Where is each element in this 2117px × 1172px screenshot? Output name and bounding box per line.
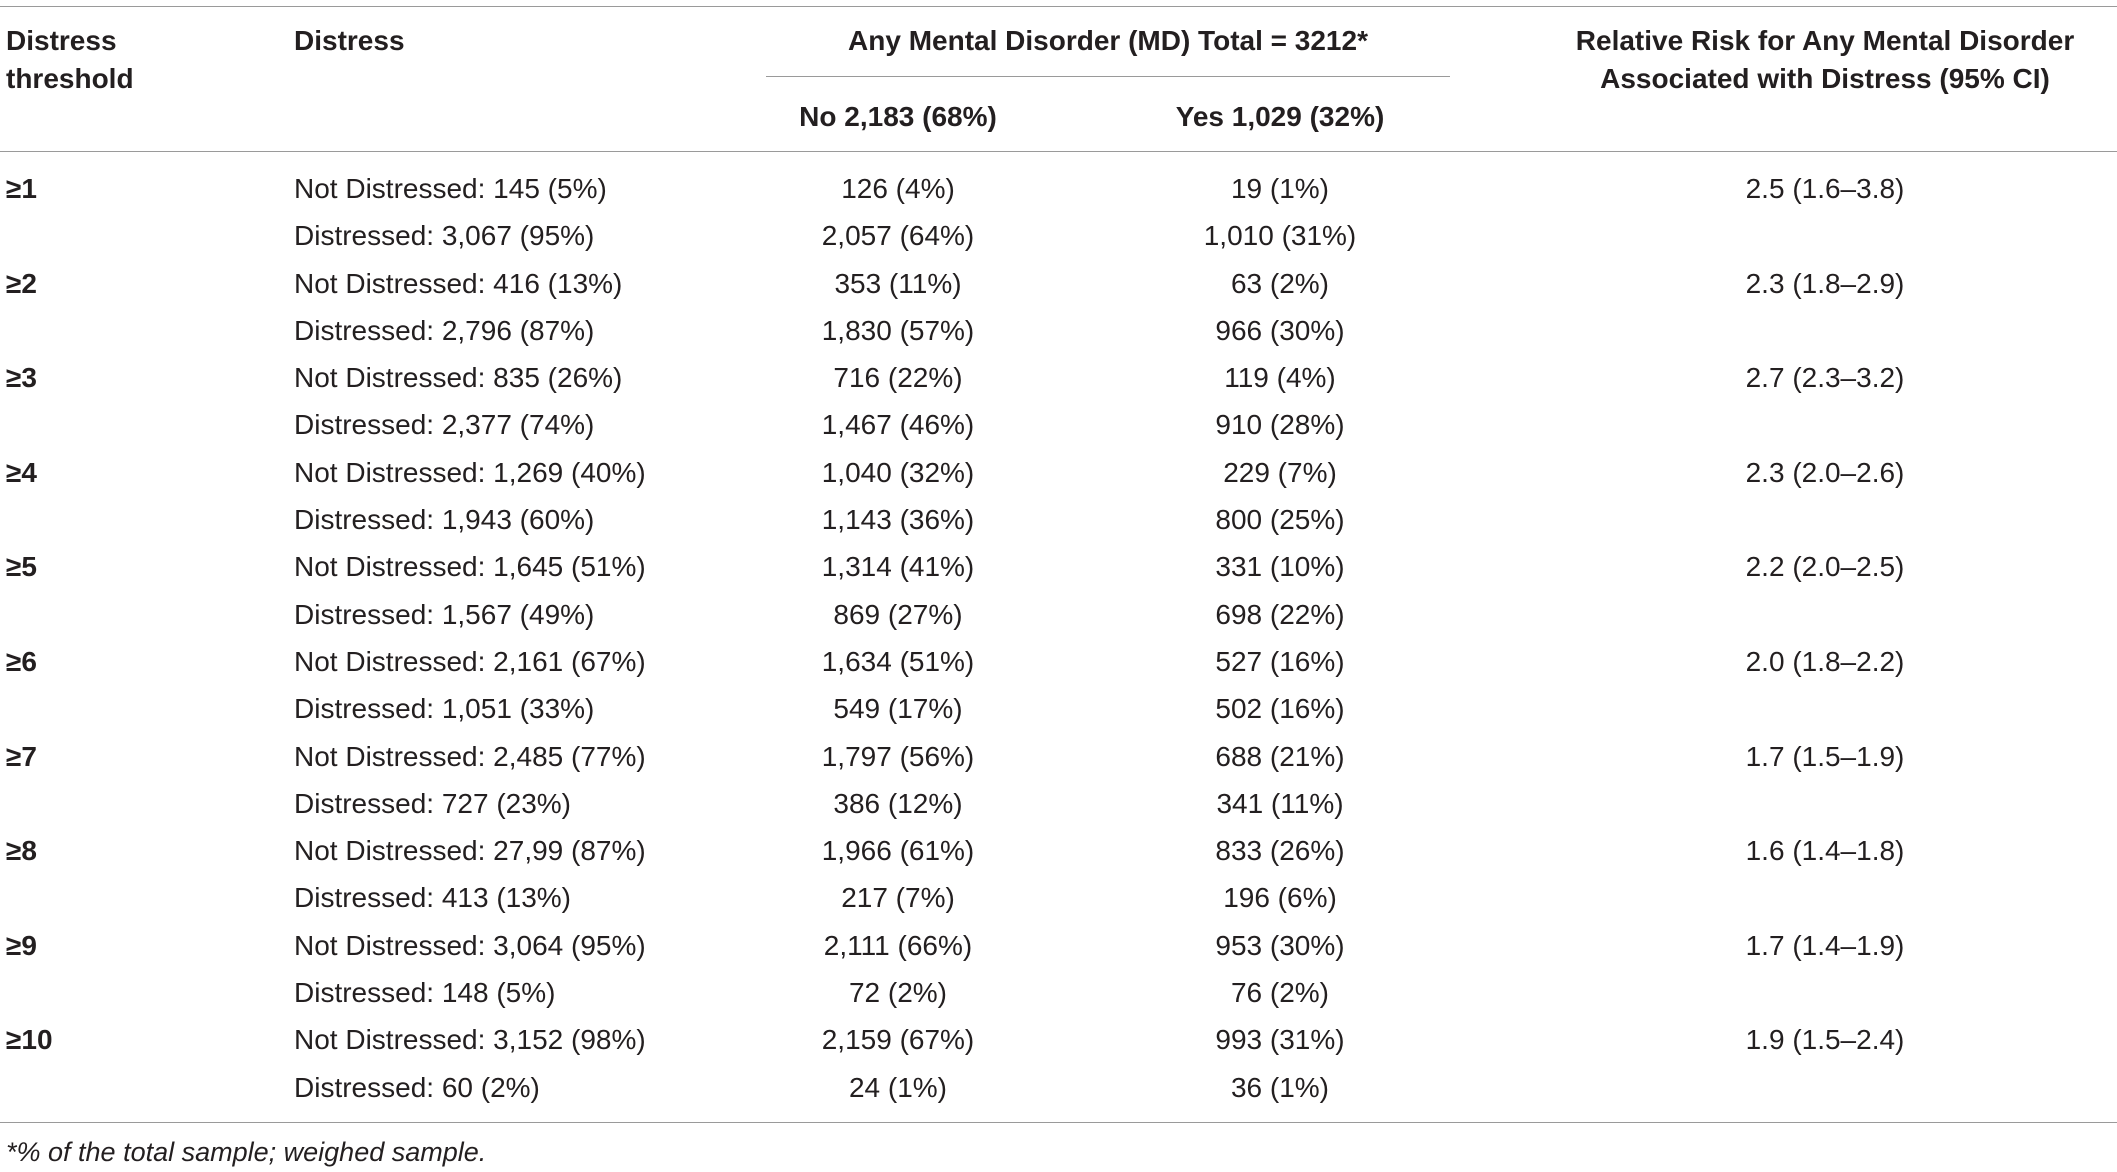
threshold-cell: ≥2 xyxy=(6,267,37,299)
relative-risk-cell: 1.7 (1.5–1.9) xyxy=(1745,740,1905,772)
relative-risk-cell: 2.2 (2.0–2.5) xyxy=(1745,551,1905,583)
distress-cell: Not Distressed: 416 (13%) xyxy=(294,267,623,299)
header-bottom-rule xyxy=(0,151,2117,152)
distress-cell: Not Distressed: 27,99 (87%) xyxy=(294,835,646,867)
yes-md-cell: 63 (2%) xyxy=(1230,267,1330,299)
distress-cell: Not Distressed: 1,269 (40%) xyxy=(294,456,646,488)
distress-cell: Distressed: 1,943 (60%) xyxy=(294,504,595,536)
no-md-cell: 24 (1%) xyxy=(848,1071,948,1103)
relative-risk-cell: 1.7 (1.4–1.9) xyxy=(1745,929,1905,961)
table-row xyxy=(0,212,2117,259)
no-md-cell: 126 (4%) xyxy=(841,173,955,204)
table-row xyxy=(0,1016,2117,1063)
distress-cell: Not Distressed: 2,161 (67%) xyxy=(294,645,646,677)
yes-md-cell: 196 (6%) xyxy=(1223,882,1337,914)
table-top-rule xyxy=(0,6,2117,7)
table-row xyxy=(0,969,2117,1016)
table-row xyxy=(0,922,2117,969)
yes-md-cell: 1,010 (31%) xyxy=(1203,220,1357,252)
distress-cell: Distressed: 1,051 (33%) xyxy=(294,693,595,725)
header-yes: Yes 1,029 (32%) xyxy=(1175,101,1385,132)
no-md-cell: 217 (7%) xyxy=(841,882,955,914)
distress-cell: Distressed: 1,567 (49%) xyxy=(294,598,595,630)
table-row xyxy=(0,543,2117,590)
yes-md-cell: 76 (2%) xyxy=(1230,977,1330,1009)
yes-md-cell: 953 (30%) xyxy=(1215,929,1345,961)
threshold-cell: ≥3 xyxy=(6,362,37,394)
no-md-cell: 1,634 (51%) xyxy=(821,645,975,677)
distress-cell: Distressed: 727 (23%) xyxy=(294,787,572,819)
no-md-cell: 549 (17%) xyxy=(833,693,963,725)
yes-md-cell: 331 (10%) xyxy=(1215,551,1345,583)
header-any-mental-disorder: Any Mental Disorder (MD) Total = 3212* xyxy=(848,25,1368,56)
no-md-cell: 716 (22%) xyxy=(833,362,963,394)
threshold-cell: ≥4 xyxy=(6,456,37,488)
no-md-cell: 72 (2%) xyxy=(848,977,948,1009)
yes-md-cell: 698 (22%) xyxy=(1215,598,1345,630)
table-row xyxy=(0,1064,2117,1111)
no-md-cell: 869 (27%) xyxy=(833,598,963,630)
no-md-cell: 2,057 (64%) xyxy=(821,220,975,252)
distress-cell: Not Distressed: 3,064 (95%) xyxy=(294,929,646,961)
threshold-cell: ≥9 xyxy=(6,929,37,961)
yes-md-cell: 966 (30%) xyxy=(1215,314,1345,346)
no-md-cell: 353 (11%) xyxy=(834,267,962,299)
table-row xyxy=(0,780,2117,827)
table-body xyxy=(0,165,2117,1111)
header-no: No 2,183 (68%) xyxy=(799,101,997,132)
threshold-cell: ≥8 xyxy=(6,835,37,867)
distress-cell: Not Distressed: 3,152 (98%) xyxy=(294,1024,646,1056)
table-row xyxy=(0,733,2117,780)
no-md-cell: 1,467 (46%) xyxy=(821,409,975,441)
no-md-cell: 386 (12%) xyxy=(833,787,963,819)
table-row xyxy=(0,496,2117,543)
table-row xyxy=(0,307,2117,354)
yes-md-cell: 19 (1%) xyxy=(1230,173,1330,204)
yes-md-cell: 229 (7%) xyxy=(1223,456,1337,488)
yes-md-cell: 910 (28%) xyxy=(1215,409,1345,441)
relative-risk-cell: 1.6 (1.4–1.8) xyxy=(1745,835,1905,867)
no-md-cell: 1,040 (32%) xyxy=(821,456,975,488)
table-row xyxy=(0,591,2117,638)
yes-md-cell: 688 (21%) xyxy=(1215,740,1345,772)
threshold-cell: ≥7 xyxy=(6,740,37,772)
table-row xyxy=(0,827,2117,874)
table-footnote: *% of the total sample; weighed sample. xyxy=(6,1137,487,1167)
no-md-cell: 1,314 (41%) xyxy=(821,551,975,583)
no-md-cell: 1,797 (56%) xyxy=(821,740,975,772)
yes-md-cell: 502 (16%) xyxy=(1215,693,1345,725)
header-distress: Distress xyxy=(294,25,405,56)
header-relative-risk: Relative Risk for Any Mental Disorder Associated with Distress (95% CI) xyxy=(1575,25,2075,94)
distress-cell: Not Distressed: 1,645 (51%) xyxy=(294,551,646,583)
table-row xyxy=(0,401,2117,448)
threshold-cell: ≥1 xyxy=(6,173,37,204)
distress-cell: Distressed: 60 (2%) xyxy=(294,1071,540,1103)
distress-cell: Distressed: 148 (5%) xyxy=(294,977,556,1009)
threshold-cell: ≥10 xyxy=(6,1024,53,1056)
no-md-cell: 1,966 (61%) xyxy=(821,835,975,867)
table-row xyxy=(0,638,2117,685)
distress-cell: Distressed: 2,377 (74%) xyxy=(294,409,595,441)
distress-cell: Not Distressed: 145 (5%) xyxy=(294,173,607,204)
no-md-cell: 2,111 (66%) xyxy=(823,929,973,961)
table-row xyxy=(0,165,2117,212)
table-row xyxy=(0,685,2117,732)
distress-cell: Distressed: 3,067 (95%) xyxy=(294,220,595,252)
yes-md-cell: 993 (31%) xyxy=(1215,1024,1345,1056)
no-md-cell: 1,143 (36%) xyxy=(821,504,975,536)
header-span-rule xyxy=(766,76,1450,77)
yes-md-cell: 800 (25%) xyxy=(1215,504,1345,536)
table-row xyxy=(0,449,2117,496)
no-md-cell: 2,159 (67%) xyxy=(821,1024,975,1056)
relative-risk-cell: 2.3 (1.8–2.9) xyxy=(1745,267,1905,299)
no-md-cell: 1,830 (57%) xyxy=(821,314,975,346)
relative-risk-cell: 2.0 (1.8–2.2) xyxy=(1745,645,1905,677)
distress-cell: Not Distressed: 2,485 (77%) xyxy=(294,740,646,772)
table-row xyxy=(0,874,2117,921)
threshold-cell: ≥6 xyxy=(6,645,37,677)
distress-cell: Not Distressed: 835 (26%) xyxy=(294,362,623,394)
relative-risk-cell: 1.9 (1.5–2.4) xyxy=(1745,1024,1905,1056)
yes-md-cell: 341 (11%) xyxy=(1216,787,1344,819)
yes-md-cell: 833 (26%) xyxy=(1215,835,1345,867)
relative-risk-cell: 2.7 (2.3–3.2) xyxy=(1745,362,1905,394)
yes-md-cell: 527 (16%) xyxy=(1215,645,1345,677)
threshold-cell: ≥5 xyxy=(6,551,37,583)
relative-risk-cell: 2.3 (2.0–2.6) xyxy=(1745,456,1905,488)
relative-risk-cell: 2.5 (1.6–3.8) xyxy=(1745,173,1905,204)
table-bottom-rule xyxy=(0,1122,2117,1123)
table-row xyxy=(0,260,2117,307)
distress-cell: Distressed: 2,796 (87%) xyxy=(294,314,595,346)
yes-md-cell: 36 (1%) xyxy=(1230,1071,1330,1103)
yes-md-cell: 119 (4%) xyxy=(1224,362,1336,394)
distress-cell: Distressed: 413 (13%) xyxy=(294,882,572,914)
table-row xyxy=(0,354,2117,401)
header-distress-threshold: Distress threshold xyxy=(6,25,134,94)
